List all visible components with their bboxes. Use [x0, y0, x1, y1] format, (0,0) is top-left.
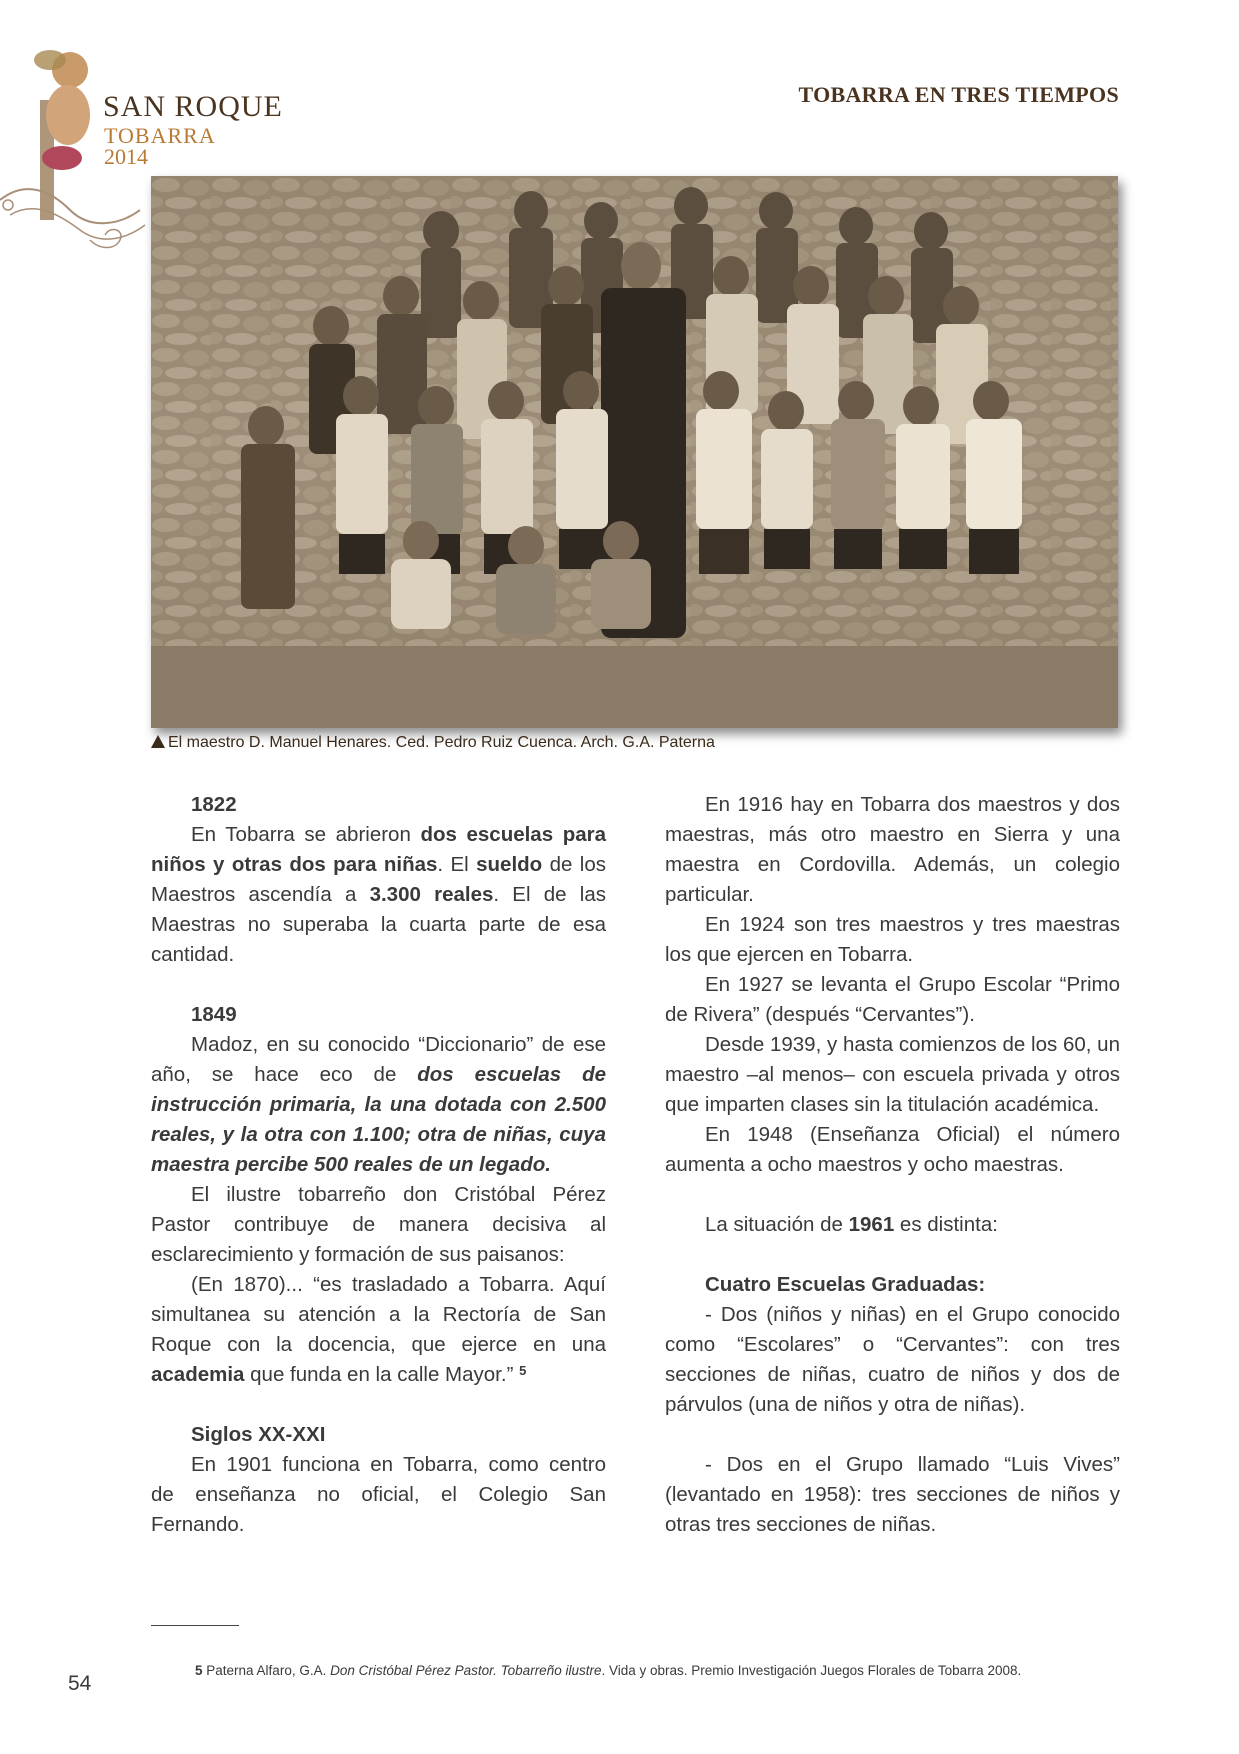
heading-cuatro-escuelas: Cuatro Escuelas Graduadas:: [705, 1273, 986, 1296]
section-title: TOBARRA EN TRES TIEMPOS: [798, 82, 1119, 107]
paragraph-grupo-luis-vives: - Dos en el Grupo llamado “Luis Vives” (levantado en 1958): tres secciones de niños y otras tres secciones de niñas.: [665, 1453, 1120, 1536]
paragraph-1939: Desde 1939, y hasta comienzos de los 60, un maestro –al menos– con escuela privada y otros que imparten clases sin la titulación académica.: [665, 1033, 1120, 1116]
logo-subtitle: TOBARRA: [104, 123, 216, 148]
heading-siglos: Siglos XX-XXI: [191, 1423, 326, 1446]
triangle-up-icon: [151, 735, 165, 748]
footnote: 5 Paterna Alfaro, G.A. Don Cristóbal Pérez Pastor. Tobarreño ilustre. Vida y obras. Premio Investigación Juegos Florales de Tobarra 2008.: [195, 1663, 1022, 1678]
footnote-divider: [151, 1625, 239, 1626]
paragraph-ilustre: El ilustre tobarreño don Cristóbal Pérez Pastor contribuye de manera decisiva al esclarecimiento y formación de sus paisanos:: [151, 1183, 606, 1266]
paragraph-grupo-cervantes: - Dos (niños y niñas) en el Grupo conocido como “Escolares” o “Cervantes”: con tres secciones de niñas, cuatro de niños y dos de párvulos (una de niños y otra de niñas).: [665, 1303, 1120, 1416]
caption-text: El maestro D. Manuel Henares. Ced. Pedro Ruiz Cuenca. Arch. G.A. Paterna: [168, 734, 715, 751]
paragraph-1870: (En 1870)... “es trasladado a Tobarra. Aquí simultanea su atención a la Rectoría de San Roque con la docencia, que ejerce en una academia que funda en la calle Mayor.” $^5$: [151, 1273, 606, 1386]
heading-1849: 1849: [191, 1003, 237, 1026]
paragraph-1924: En 1924 son tres maestros y tres maestras los que ejercen en Tobarra.: [665, 913, 1120, 966]
paragraph-1961: La situación de 1961 es distinta:: [705, 1213, 998, 1236]
footnote-ref: 5: [519, 1363, 527, 1378]
paragraph-1849: Madoz, en su conocido “Diccionario” de ese año, se hace eco de dos escuelas de instrucción primaria, la una dotada con 2.500 reales, y la otra con 1.100; otra de niñas, cuya maestra percibe 500 reales de un legado.: [151, 1033, 606, 1176]
paragraph-1901: En 1901 funciona en Tobarra, como centro de enseñanza no oficial, el Colegio San Fernando.: [151, 1453, 606, 1536]
right-column: [665, 790, 1120, 1540]
paragraph-1927: En 1927 se levanta el Grupo Escolar “Primo de Rivera” (después “Cervantes”).: [665, 973, 1120, 1026]
heading-1822: 1822: [191, 793, 237, 816]
photo-caption: [151, 734, 715, 752]
class-photo: [151, 176, 1118, 728]
logo-title: SAN ROQUE: [103, 90, 283, 123]
logo-year: 2014: [104, 144, 148, 169]
paragraph-1916: En 1916 hay en Tobarra dos maestros y dos maestras, más otro maestro en Sierra y una maestra en Cordovilla. Además, un colegio particular.: [665, 793, 1120, 906]
left-column: [151, 790, 606, 1540]
page-number: 54: [68, 1672, 92, 1695]
paragraph-1822: En Tobarra se abrieron dos escuelas para niños y otras dos para niñas. El sueldo de los Maestros ascendía a 3.300 reales. El de las Maestras no superaba la cuarta parte de esa cantidad.: [151, 823, 607, 966]
paragraph-1948: En 1948 (Enseñanza Oficial) el número aumenta a ocho maestros y ocho maestras.: [665, 1123, 1120, 1176]
